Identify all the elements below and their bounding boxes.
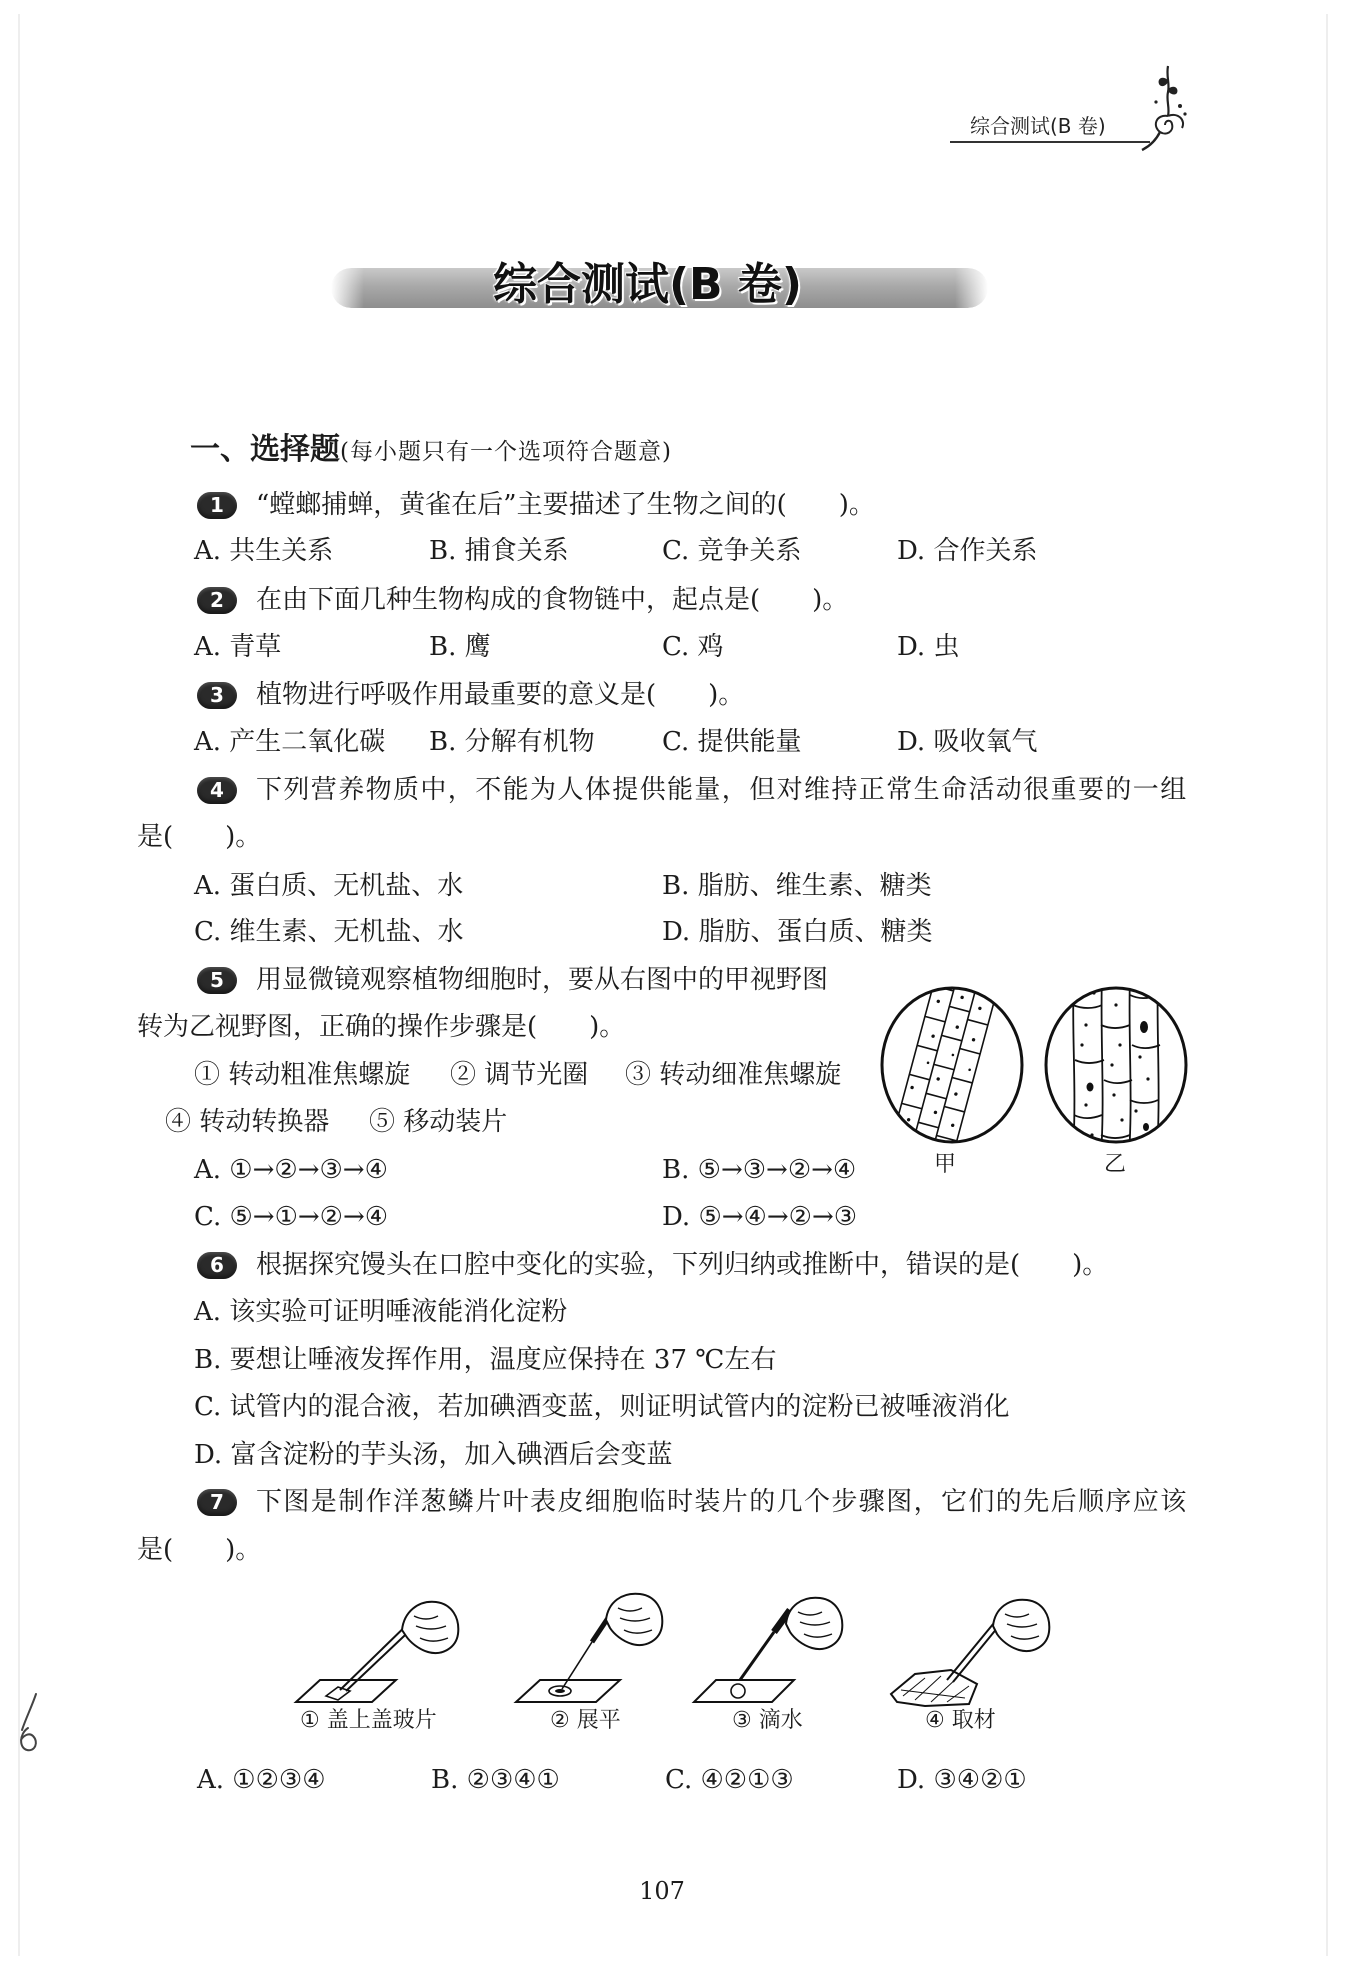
option-d: D. 富含淀粉的芋头汤，加入碘酒后会变蓝 bbox=[194, 1440, 673, 1470]
question-stem: 在由下面几种生物构成的食物链中，起点是( )。 bbox=[256, 585, 849, 615]
spread-flat-step-illustration bbox=[510, 1590, 685, 1708]
question-stem-continued: 是( )。 bbox=[137, 1535, 262, 1565]
option-b: B. 分解有机物 bbox=[429, 727, 595, 757]
running-header-rule bbox=[950, 141, 1150, 143]
step-label-take-sample: ④ 取材 bbox=[925, 1708, 996, 1733]
question-number-badge: 3 bbox=[197, 682, 237, 709]
step-item: ⑤ 移动装片 bbox=[369, 1107, 508, 1137]
question-stem-continued: 转为乙视野图，正确的操作步骤是( )。 bbox=[137, 1012, 626, 1042]
option-c: C. ④②①③ bbox=[665, 1765, 794, 1795]
question-stem: 植物进行呼吸作用最重要的意义是( )。 bbox=[256, 680, 745, 710]
pencil-mark bbox=[12, 1690, 48, 1754]
option-b: B. 要想让唾液发挥作用，温度应保持在 37 ℃左右 bbox=[194, 1345, 777, 1375]
running-header-title: 综合测试(B 卷) bbox=[970, 114, 1106, 138]
take-sample-step-illustration bbox=[885, 1590, 1060, 1708]
section-label: 一、选择题 bbox=[190, 432, 340, 467]
figure-label-yi: 乙 bbox=[1104, 1152, 1127, 1177]
option-d: D. 脂肪、蛋白质、糖类 bbox=[662, 917, 933, 947]
option-c: C. 提供能量 bbox=[662, 727, 802, 757]
section-heading bbox=[190, 432, 672, 468]
option-c: C. ⑤→①→②→④ bbox=[194, 1202, 389, 1232]
question-number-badge: 2 bbox=[197, 587, 237, 614]
option-c: C. 维生素、无机盐、水 bbox=[194, 917, 464, 947]
question-number-badge: 4 bbox=[197, 777, 237, 804]
question-number-badge: 5 bbox=[197, 967, 237, 994]
page-number: 107 bbox=[639, 1877, 685, 1905]
question-stem: 下列营养物质中，不能为人体提供能量，但对维持正常生命活动很重要的一组 bbox=[256, 775, 1188, 805]
section-note: (每小题只有一个选项符合题意) bbox=[340, 439, 672, 465]
step-label-cover-slip: ① 盖上盖玻片 bbox=[300, 1708, 437, 1733]
question-stem: 根据探究馒头在口腔中变化的实验，下列归纳或推断中，错误的是( )。 bbox=[256, 1250, 1109, 1280]
step-item: ④ 转动转换器 bbox=[165, 1107, 330, 1137]
microscope-field-jia bbox=[878, 985, 1026, 1145]
option-d: D. 合作关系 bbox=[897, 536, 1038, 566]
option-d: D. ⑤→④→②→③ bbox=[662, 1202, 858, 1232]
option-a: A. 青草 bbox=[194, 632, 282, 662]
option-d: D. 吸收氧气 bbox=[897, 727, 1038, 757]
question-number-badge: 1 bbox=[197, 492, 237, 519]
option-c: C. 竞争关系 bbox=[662, 536, 802, 566]
figure-label-jia: 甲 bbox=[934, 1152, 957, 1177]
field-of-view-circle bbox=[878, 985, 1026, 1145]
question-stem: 用显微镜观察植物细胞时，要从右图中的甲视野图 bbox=[256, 965, 829, 995]
cover-slip-step-illustration bbox=[290, 1590, 465, 1708]
option-c: C. 试管内的混合液，若加碘酒变蓝，则证明试管内的淀粉已被唾液消化 bbox=[194, 1392, 1010, 1422]
question-stem: 下图是制作洋葱鳞片叶表皮细胞临时装片的几个步骤图，它们的先后顺序应该 bbox=[256, 1487, 1188, 1517]
option-a: A. ①②③④ bbox=[197, 1765, 326, 1795]
step-item: ① 转动粗准焦螺旋 bbox=[194, 1060, 411, 1090]
option-a: A. 该实验可证明唾液能消化淀粉 bbox=[194, 1297, 568, 1327]
step-item: ③ 转动细准焦螺旋 bbox=[625, 1060, 842, 1090]
add-water-step-illustration bbox=[688, 1590, 863, 1708]
option-a: A. ①→②→③→④ bbox=[194, 1155, 388, 1185]
question-stem-continued: 是( )。 bbox=[137, 822, 262, 852]
microscope-field-yi bbox=[1042, 985, 1190, 1145]
option-c: C. 鸡 bbox=[662, 632, 724, 662]
step-item: ② 调节光圈 bbox=[450, 1060, 589, 1090]
question-number-badge: 6 bbox=[197, 1252, 237, 1279]
option-d: D. ③④②① bbox=[897, 1765, 1027, 1795]
option-d: D. 虫 bbox=[897, 632, 960, 662]
page-title: 综合测试(B 卷) bbox=[492, 259, 803, 310]
step-label-add-water: ③ 滴水 bbox=[732, 1708, 803, 1733]
option-b: B. 鹰 bbox=[429, 632, 491, 662]
question-number-badge: 7 bbox=[197, 1489, 237, 1516]
field-of-view-circle bbox=[1042, 985, 1190, 1145]
question-stem: “螳螂捕蝉，黄雀在后”主要描述了生物之间的( )。 bbox=[256, 490, 875, 520]
option-a: A. 产生二氧化碳 bbox=[194, 727, 386, 757]
step-label-spread-flat: ② 展平 bbox=[550, 1708, 621, 1733]
flourish-ornament-icon bbox=[1138, 62, 1198, 154]
option-a: A. 蛋白质、无机盐、水 bbox=[194, 871, 464, 901]
option-b: B. 脂肪、维生素、糖类 bbox=[662, 871, 932, 901]
option-b: B. ②③④① bbox=[431, 1765, 560, 1795]
option-a: A. 共生关系 bbox=[194, 536, 334, 566]
option-b: B. ⑤→③→②→④ bbox=[662, 1155, 857, 1185]
option-b: B. 捕食关系 bbox=[429, 536, 569, 566]
